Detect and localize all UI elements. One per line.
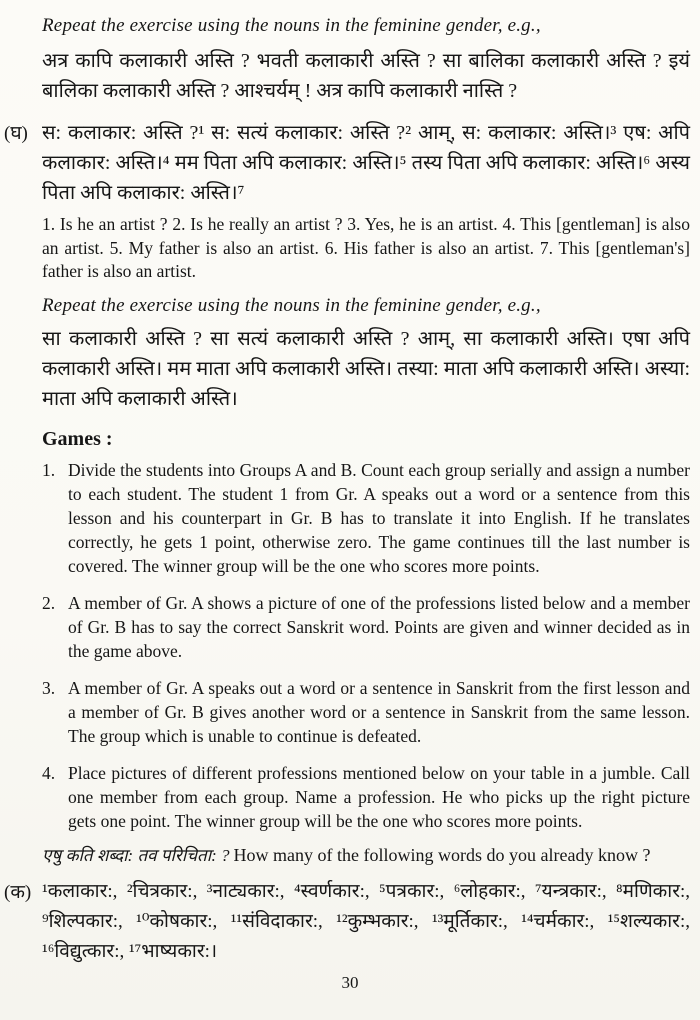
exercise-gha-translation: 1. Is he an artist ? 2. Is he really an artist ? 3. Yes, he is an artist. 4. This [gentleman] is also an artist. 5. My father is also an artist. 6. His father is also an artist. 7. This [gentleman's] father is also an artist. [42,214,690,281]
vocabulary-word-list: ¹कलाकार:, ²चित्रकार:, ³नाट्यकार:, ⁴स्वर्णकार:, ⁵पत्रकार:, ⁶लोहकार:, ⁷यन्त्रकार:, ⁸मणिकार:, ⁹शिल्पकार:, ¹⁰कोषकार:, ¹¹संविदाकार:, ¹²कुम्भकार:, ¹³मूर्तिकार:, ¹⁴चर्मकार:, ¹⁵शल्यकार:, ¹⁶विद्युत्कार:, ¹⁷भाष्यकार:। [42,880,690,962]
exercise-gha-sanskrit-text: स: कलाकार: अस्ति ?¹ स: सत्यं कलाकार: अस्ति ?² आम्, स: कलाकार: अस्ति।³ एष: अपि कलाकार: अस्ति।⁴ मम पिता अपि कलाकार: अस्ति।⁵ तस्य पिता अपि कलाकार: अस्ति।⁶ अस्य पिता अपि कलाकार: अस्ति।⁷ [42,122,690,204]
list-item [42,761,690,833]
page-number: 30 [341,972,359,992]
exercise-gha-label: (घ) [4,123,28,144]
vocabulary-question [42,843,690,869]
list-item-number: 2. [42,592,56,613]
feminine-sanskrit-text-1: अत्र कापि कलाकारी अस्ति ? भवती कलाकारी अस्ति ? सा बालिका कलाकारी अस्ति ? इयं बालिका कलाकारी अस्ति ? आश्चर्यम् ! अत्र कापि कलाकारी नास्ति ? [42,50,690,102]
list-item-text: Divide the students into Groups A and B. Count each group serially and assign a number to each student. The student 1 from Gr. A speaks out a word or a sentence from this lesson and his counterpart in Gr. B has to translate it into English. If he translates correctly, he gets 1 point, otherwise zero. The game continues till the last number is covered. The winner group will be the one who scores more points. [68,459,690,576]
list-item-number: 1. [42,459,56,480]
list-item [42,676,690,748]
feminine-exercise-block-1 [42,14,690,106]
list-item-text: Place pictures of different professions mentioned below on your table in a jumble. Call one member from each group. Name a profession. He who picks up the right picture gets one point. The winner group will be the one who scores more points. [68,762,690,831]
games-heading: Games : [42,427,113,450]
list-item-text: A member of Gr. A speaks out a word or a sentence in Sanskrit from the first lesson and a member of Gr. B gives another word or a sentence in Sanskrit from the same lesson. The group which is unable to continue is defeated. [68,677,690,746]
vocabulary-question-sanskrit: एषु कति शब्दा: तव परिचिता: ? [42,845,230,865]
list-item-text: A member of Gr. A shows a picture of one of the professions listed below and a member of Gr. B has to say the correct Sanskrit word. Points are given and winner decided as in the game above. [68,592,690,661]
exercise-gha-section [4,118,690,208]
feminine-instruction-2: Repeat the exercise using the nouns in the feminine gender, e.g., [42,294,541,316]
games-list [42,458,690,833]
list-item-number: 3. [42,677,56,698]
games-section [42,426,690,833]
feminine-exercise-block-2 [42,294,690,414]
list-item [42,458,690,578]
feminine-instruction-1: Repeat the exercise using the nouns in the feminine gender, e.g., [42,15,541,36]
vocabulary-question-english: How many of the following words do you already know ? [233,844,651,865]
feminine-sanskrit-text-2: सा कलाकारी अस्ति ? सा सत्यं कलाकारी अस्ति ? आम्, सा कलाकारी अस्ति। एषा अपि कलाकारी अस्ति। मम माता अपि कलाकारी अस्ति। तस्या: माता अपि कलाकारी अस्ति। अस्या: माता अपि कलाकारी अस्ति। [42,327,690,410]
vocabulary-ka-label: (क) [4,881,32,903]
list-item [42,591,690,663]
list-item-number: 4. [42,762,56,783]
vocabulary-ka-section [4,877,690,967]
